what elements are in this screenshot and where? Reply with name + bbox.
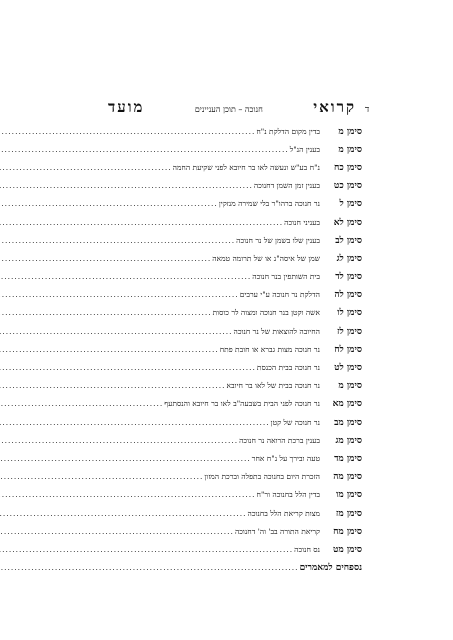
- toc-row: [100, 449, 362, 467]
- toc-row: [100, 304, 362, 322]
- toc-siman: סימן לג: [336, 253, 362, 264]
- toc-siman: סימן כח: [334, 162, 362, 173]
- toc-title: בדין הלל בחנוכה ור"ח: [256, 490, 320, 500]
- dot-leader: [0, 490, 256, 499]
- toc-title: בענין ברכת הרואה נר חנוכה: [239, 435, 320, 445]
- toc-siman: סימן מז: [335, 508, 362, 519]
- toc-title: הזכרת היום בחנוכה בתפלה וברכת המזון: [204, 472, 320, 482]
- toc-siman: סימן מב: [334, 417, 362, 428]
- toc-row: [100, 177, 362, 195]
- toc-row: [100, 540, 362, 558]
- toc-siman: סימן לה: [334, 290, 362, 301]
- dot-leader: [0, 290, 239, 299]
- dot-leader: [0, 218, 283, 227]
- toc-row: [100, 431, 362, 449]
- toc-title: אשה וקטן בנר חנוכה ומצוה לר כוסות: [212, 308, 320, 318]
- toc-row: [100, 358, 362, 376]
- toc-row: [100, 122, 362, 140]
- dot-leader: [0, 527, 234, 536]
- dot-leader: [0, 472, 203, 481]
- toc-row: [100, 395, 362, 413]
- toc-siman: סימן מא: [332, 399, 362, 410]
- dot-leader: [0, 418, 270, 427]
- toc-title: נר חנוכה של קטן: [270, 417, 320, 427]
- dot-leader: [0, 145, 289, 154]
- toc-siman: סימן לב: [335, 235, 362, 246]
- dot-leader: [0, 199, 218, 208]
- toc-row: [100, 231, 362, 249]
- toc-row: [100, 413, 362, 431]
- toc-siman: סימן מו: [336, 490, 362, 501]
- toc-row: [100, 249, 362, 267]
- toc-row: [100, 286, 362, 304]
- dot-leader: [0, 399, 163, 408]
- dot-leader: [0, 345, 219, 354]
- toc-row: [100, 468, 362, 486]
- dot-leader: [0, 545, 293, 554]
- dot-leader: [0, 563, 299, 572]
- dot-leader: [0, 327, 233, 336]
- toc-title: מצות קריאת הלל בחנוכה: [247, 508, 320, 518]
- header-left-title: מועד: [108, 98, 145, 116]
- toc-title: נר חנוכה בבית הכנסת: [256, 363, 320, 373]
- toc-siman: סימן כט: [333, 181, 362, 192]
- toc-row: [100, 559, 362, 577]
- toc-title: בענין שלו בשמן של נר חנוכה: [236, 235, 320, 245]
- toc-title: בדין מקום הדלקת נ"ח: [256, 126, 320, 136]
- toc-row: [100, 340, 362, 358]
- toc-row: [100, 322, 362, 340]
- page-number: ד: [364, 105, 370, 115]
- toc-siman: סימן לז: [337, 326, 362, 337]
- header-right-title: קרואי: [313, 98, 356, 116]
- toc-title: הדלקת נר חנוכה ע"י ערבים: [239, 290, 320, 300]
- dot-leader: [0, 127, 255, 136]
- toc-title: בעניני חנוכה: [284, 217, 320, 227]
- table-of-contents: [100, 122, 362, 577]
- toc-row: [100, 522, 362, 540]
- running-header: [108, 98, 356, 118]
- dot-leader: [0, 163, 172, 172]
- toc-title: נר חנוכה לפני הבית בשבעה"ב לאו בר חיובא והנסתעף: [164, 399, 320, 409]
- header-subtitle: חנוכה – תוכן העניינים: [194, 105, 263, 114]
- dot-leader: [0, 272, 251, 281]
- dot-leader: [0, 381, 226, 390]
- toc-siman: סימן מד: [334, 453, 362, 464]
- toc-siman: סימן מט: [332, 544, 362, 555]
- dot-leader: [0, 436, 238, 445]
- toc-siman: סימן מה: [333, 472, 362, 483]
- toc-row: [100, 140, 362, 158]
- toc-row: [100, 486, 362, 504]
- toc-row: [100, 504, 362, 522]
- toc-siman: סימן לח: [334, 344, 362, 355]
- toc-siman: סימן מ: [338, 144, 362, 155]
- toc-siman: סימן ל: [339, 199, 362, 210]
- toc-title: בענין הנ"ל: [289, 144, 320, 154]
- dot-leader: [0, 236, 235, 245]
- dot-leader: [0, 509, 247, 518]
- dot-leader: [0, 254, 211, 263]
- dot-leader: [0, 308, 212, 317]
- dot-leader: [0, 181, 253, 190]
- toc-row: [100, 213, 362, 231]
- toc-row: [100, 195, 362, 213]
- toc-title: בענין זמן השמן דחנוכה: [253, 181, 320, 191]
- toc-title: שמן של איסה"נ או של תרומה טמאה: [212, 253, 320, 263]
- toc-title: נר חנוכה ברהו"ר בלי שמירה מנזקין: [218, 199, 320, 209]
- toc-siman: סימן מח: [333, 526, 362, 537]
- toc-title: נר חנוכה בבית של לאו בר חיובא: [226, 381, 320, 391]
- toc-title: נ"ח בע"ש ונעשה לאו בר חיובא לפני שקיעת החמה: [172, 162, 320, 172]
- toc-row: [100, 377, 362, 395]
- toc-title: נס חנוכה: [294, 544, 320, 554]
- toc-title: טעה ובירך על נ"ח אחר: [251, 453, 320, 463]
- toc-siman: סימן לט: [334, 363, 362, 374]
- toc-row: [100, 268, 362, 286]
- toc-row: [100, 158, 362, 176]
- toc-siman: נספחים למאמרים: [299, 563, 362, 574]
- toc-siman: סימן מ: [338, 126, 362, 137]
- toc-title: נר חנוכה מצות גברא או חובת פתח: [219, 344, 320, 354]
- toc-siman: סימן מג: [335, 435, 362, 446]
- dot-leader: [0, 454, 251, 463]
- toc-siman: סימן מ: [338, 381, 362, 392]
- toc-title: קריאת התורה בב' וה' דחנוכה: [234, 526, 320, 536]
- toc-title: החיובה להוצאות של נר חנוכה: [233, 326, 320, 336]
- toc-siman: סימן לו: [337, 308, 362, 319]
- toc-title: בית השותפין בנר חנוכה: [252, 272, 320, 282]
- toc-siman: סימן לד: [335, 272, 362, 283]
- toc-siman: סימן לא: [333, 217, 362, 228]
- dot-leader: [0, 363, 256, 372]
